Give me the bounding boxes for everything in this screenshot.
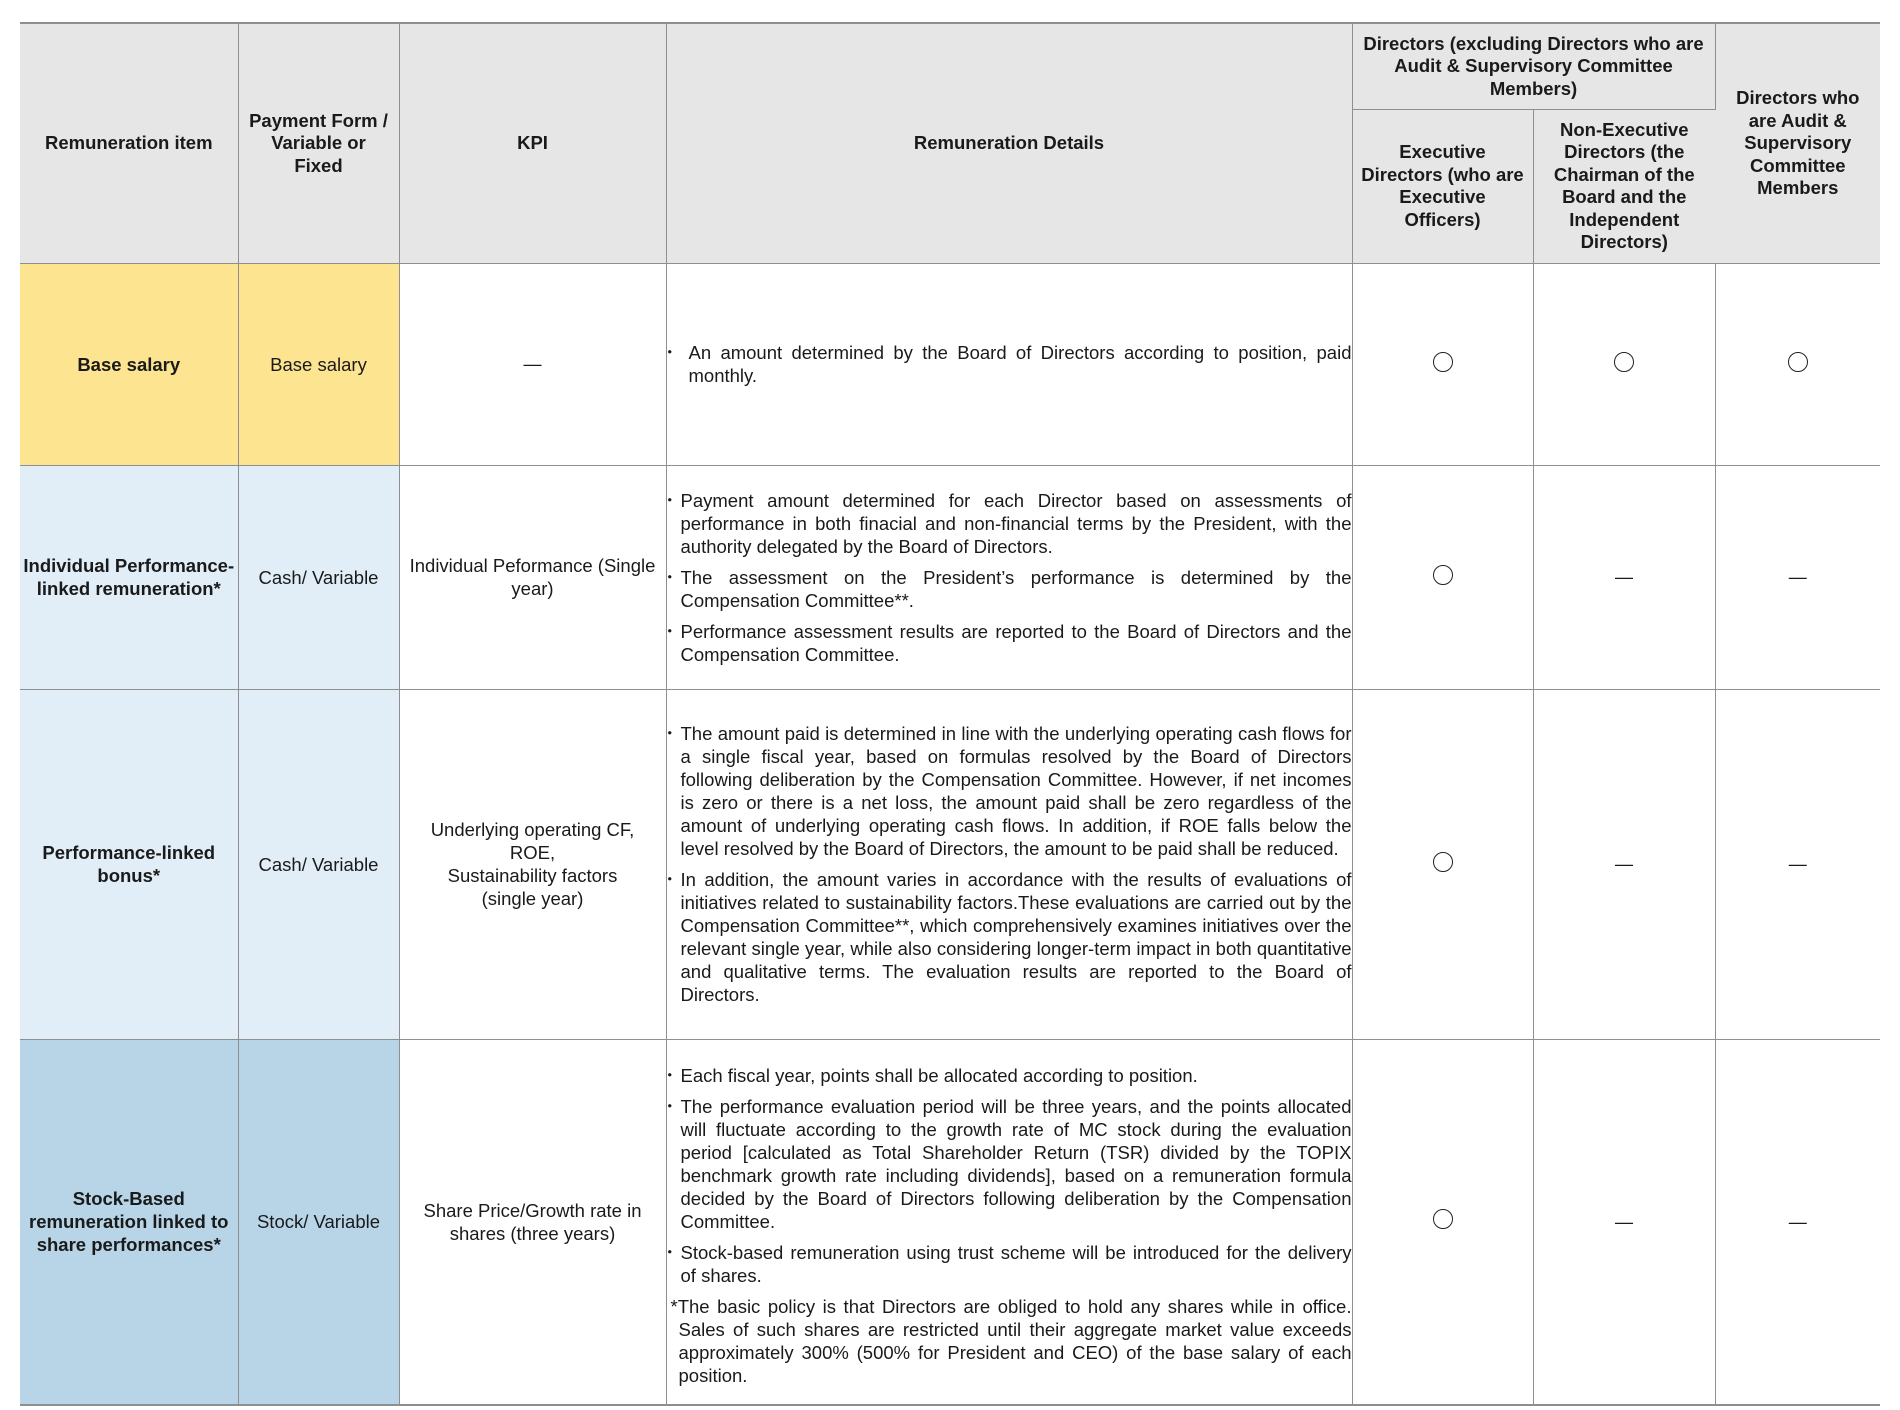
audit-mark [1715, 689, 1880, 1039]
remuneration-details [666, 1039, 1352, 1405]
audit-mark [1715, 263, 1880, 465]
kpi-line: (single year) [481, 888, 584, 909]
header-audit-members: Directors who are Audit & Supervisory Committee Members [1715, 23, 1880, 263]
circle-mark-icon [1614, 352, 1634, 372]
non-executive-mark [1533, 1039, 1715, 1405]
executive-mark [1352, 465, 1533, 689]
payment-form: Cash/ Variable [238, 465, 399, 689]
header-non-executive-directors: Non-Executive Directors (the Chairman of the Board and the Independent Directors) [1533, 109, 1715, 263]
circle-mark-icon [1433, 1209, 1453, 1229]
table-row-base-salary [20, 263, 1880, 465]
executive-mark [1352, 263, 1533, 465]
table-row-performance-bonus [20, 689, 1880, 1039]
kpi-line: ROE, [509, 842, 556, 863]
circle-mark-icon [1433, 352, 1453, 372]
executive-mark [1352, 689, 1533, 1039]
detail-bullet: ・ The amount paid is determined in line with the underlying operating cash flows for a single fiscal year, based on formulas resolved by the Board of Directors following deliberation by the Compensation Committee. However, if net incomes is zero or there is a net loss, the amount paid shall be zero regardless of the amount of underlying operating cash flows. In addition, if ROE falls below the level resolved by the Board of Directors, the amount to be paid shall be reduced. [667, 722, 1352, 860]
header-executive-directors: Executive Directors (who are Executive Officers) [1352, 109, 1533, 263]
dash-mark: — [1615, 567, 1633, 587]
dash-mark: — [1615, 854, 1633, 874]
payment-form: Cash/ Variable [238, 689, 399, 1039]
non-executive-mark [1533, 263, 1715, 465]
kpi-line: Sustainability factors [447, 865, 618, 886]
remuneration-item: Performance-linked bonus* [20, 689, 238, 1039]
kpi-value: Share Price/Growth rate in shares (three years) [399, 1039, 666, 1405]
kpi-value: Individual Peformance (Single year) [399, 465, 666, 689]
detail-bullet: ・ Performance assessment results are reported to the Board of Directors and the Compensation Committee. [667, 620, 1352, 666]
dash-mark: — [1788, 567, 1807, 587]
kpi-value [399, 263, 666, 465]
detail-bullet: ・ Each fiscal year, points shall be allocated according to position. [667, 1064, 1352, 1087]
remuneration-details [666, 465, 1352, 689]
audit-mark [1715, 1039, 1880, 1405]
dash-mark: — [1788, 854, 1807, 874]
detail-bullet: ・ Payment amount determined for each Director based on assessments of performance in both finacial and non-financial terms by the President, with the authority delegated by the Board of Directors. [667, 489, 1352, 558]
dash-mark: — [1788, 1211, 1807, 1232]
remuneration-item: Individual Performance-linked remuneration* [20, 465, 238, 689]
dash-mark: — [523, 354, 542, 374]
kpi-line: Underlying operating CF, [430, 819, 635, 840]
remuneration-table [20, 22, 1880, 1406]
circle-mark-icon [1433, 565, 1453, 585]
kpi-value [399, 689, 666, 1039]
remuneration-details [666, 263, 1352, 465]
table-row-individual-performance [20, 465, 1880, 689]
detail-bullet: ・ In addition, the amount varies in accordance with the results of evaluations of initiatives related to sustainability factors.These evaluations are carried out by the Compensation Committee**, which comprehensively examines initiatives over the relevant single year, while also considering longer-term impact in both quantitative and qualitative terms. The evaluation results are reported to the Board of Directors. [667, 868, 1352, 1006]
remuneration-details [666, 689, 1352, 1039]
header-kpi: KPI [399, 23, 666, 263]
header-remuneration-details: Remuneration Details [666, 23, 1352, 263]
detail-bullet: ・ The assessment on the President’s performance is determined by the Compensation Committee**. [667, 566, 1352, 612]
dash-mark: — [1615, 1211, 1633, 1232]
header-remuneration-item: Remuneration item [20, 23, 238, 263]
detail-bullet: ・ The performance evaluation period will be three years, and the points allocated will fluctuate according to the growth rate of MC stock during the evaluation period [calculated as Total Shareholder Return (TSR) divided by the TOPIX benchmark growth rate including dividends], based on a remuneration formula decided by the Board of Directors following deliberation by the Compensation Committee. [667, 1095, 1352, 1233]
remuneration-item: Base salary [20, 263, 238, 465]
header-directors-group: Directors (excluding Directors who are Audit & Supervisory Committee Members) [1352, 23, 1715, 109]
non-executive-mark [1533, 689, 1715, 1039]
detail-bullet: ・ An amount determined by the Board of Directors according to position, paid monthly. [667, 341, 1352, 387]
executive-mark [1352, 1039, 1533, 1405]
detail-note: *The basic policy is that Directors are obliged to hold any shares while in office. Sales of such shares are restricted until their aggregate market value exceeds approximately 300% (500% for President and CEO) of the base salary of each position. [670, 1296, 1352, 1387]
non-executive-mark [1533, 465, 1715, 689]
detail-bullet: ・ Stock-based remuneration using trust scheme will be introduced for the delivery of shares. [667, 1241, 1352, 1287]
circle-mark-icon [1433, 852, 1453, 872]
header-payment-form: Payment Form / Variable or Fixed [238, 23, 399, 263]
table-row-stock-based [20, 1039, 1880, 1405]
audit-mark [1715, 465, 1880, 689]
payment-form: Stock/ Variable [238, 1039, 399, 1405]
circle-mark-icon [1788, 352, 1808, 372]
payment-form: Base salary [238, 263, 399, 465]
remuneration-item: Stock-Based remuneration linked to share performances* [20, 1039, 238, 1405]
